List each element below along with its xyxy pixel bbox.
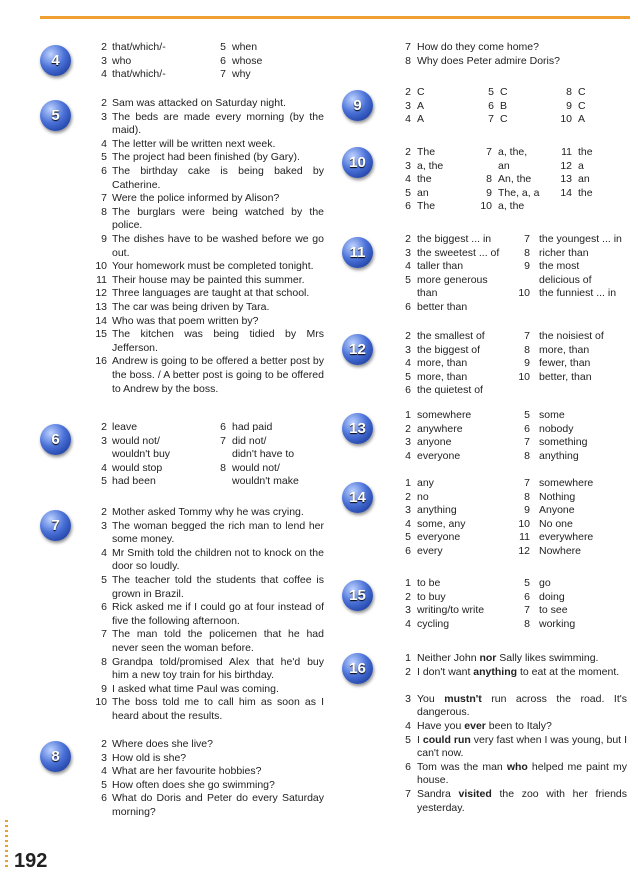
answer-part: been to Italy? xyxy=(485,720,552,732)
item-number: 5 xyxy=(405,370,411,383)
answer-text: Mr Smith told the children not to knock on the door so loudly. xyxy=(112,546,324,573)
item-number: 8 xyxy=(101,655,107,668)
item-number: 14 xyxy=(95,314,107,327)
item-number: 8 xyxy=(524,449,530,462)
answer-text: C xyxy=(500,113,508,126)
answer-part: Sally likes swimming. xyxy=(496,652,599,664)
item-number: 11 xyxy=(96,273,107,286)
item-number: 1 xyxy=(405,577,411,589)
answer-text: Grandpa told/promised Alex that he'd buy him a new toy train for his birthday. xyxy=(112,655,324,682)
answer-text: an xyxy=(498,159,510,172)
answer-keyword: anything xyxy=(473,665,518,678)
section-number: 11 xyxy=(349,244,366,261)
answer-text: the xyxy=(578,146,593,158)
answer-text: Three languages are taught at that school. xyxy=(112,287,310,300)
section-number-badge xyxy=(40,45,71,76)
item-number: 7 xyxy=(220,434,226,447)
item-number: 14 xyxy=(560,186,572,199)
item-number: 9 xyxy=(524,260,530,273)
answer-text: some xyxy=(539,409,565,421)
answer-keyword: ever xyxy=(464,720,486,732)
answer-part: the zoo with her friends yesterday. xyxy=(417,788,627,814)
item-number: 7 xyxy=(524,604,530,617)
answer-keyword: mustn't xyxy=(444,692,482,705)
answer-text: the biggest of xyxy=(417,343,481,356)
item-number: 9 xyxy=(524,357,530,370)
item-number: 1 xyxy=(405,652,411,664)
answer-text: doing xyxy=(539,590,565,603)
item-number: 3 xyxy=(101,434,107,447)
answer-text: Mother asked Tommy why he was crying. xyxy=(112,506,304,518)
answer-text: C xyxy=(417,86,425,98)
section-number: 6 xyxy=(51,431,60,448)
answer-text: did not/ xyxy=(232,434,267,447)
top-rule xyxy=(40,16,630,19)
answer-text: nobody xyxy=(539,422,574,435)
answer-text: Who was that poem written by? xyxy=(112,314,259,327)
answer-text: Anyone xyxy=(539,504,575,517)
item-number: 10 xyxy=(480,200,492,213)
answer-text xyxy=(417,652,627,666)
answer-text: The xyxy=(417,200,436,213)
item-number: 4 xyxy=(405,357,411,370)
item-number: 15 xyxy=(95,328,107,341)
item-number: 3 xyxy=(101,110,107,123)
section-number: 15 xyxy=(349,587,366,604)
item-number: 3 xyxy=(405,504,411,517)
answer-text: everyone xyxy=(417,449,461,462)
answer-text: Rick asked me if I could go at four instead of five the following afternoon. xyxy=(112,601,324,627)
answer-text: B xyxy=(500,99,508,112)
item-number: 3 xyxy=(101,751,107,764)
answer-text: the funniest ... in xyxy=(539,287,617,300)
item-number: 3 xyxy=(101,54,107,67)
item-number: 7 xyxy=(524,477,530,489)
item-number: 3 xyxy=(405,343,411,356)
answer-text: fewer, than xyxy=(539,357,591,370)
item-number: 6 xyxy=(405,760,411,773)
item-number: 7 xyxy=(405,788,411,800)
item-number: 1 xyxy=(405,409,411,421)
item-number: 3 xyxy=(405,99,411,112)
item-number: 3 xyxy=(405,159,411,172)
item-number: 10 xyxy=(560,113,572,126)
answer-text: The burglars were being watched by the police. xyxy=(112,205,324,232)
item-number: 2 xyxy=(405,590,411,603)
item-number: 8 xyxy=(405,54,411,67)
answer-text: an xyxy=(578,173,590,186)
item-number: 9 xyxy=(486,186,492,199)
item-number: 7 xyxy=(405,41,411,53)
item-number: 5 xyxy=(220,41,226,53)
item-number: 10 xyxy=(95,696,107,709)
item-number: 5 xyxy=(101,475,107,488)
answer-text: everyone xyxy=(417,531,461,544)
item-number: 6 xyxy=(405,545,411,557)
answer-text: No one xyxy=(539,517,573,530)
item-number: 2 xyxy=(101,97,107,109)
item-number: 5 xyxy=(405,733,411,746)
answer-text: A xyxy=(578,113,586,126)
item-number: 10 xyxy=(518,370,530,383)
answer-text: How old is she? xyxy=(112,751,187,764)
answer-text: How do they come home? xyxy=(417,41,539,53)
answer-text: a, the xyxy=(417,159,444,172)
answer-text: The letter will be written next week. xyxy=(112,137,276,150)
answer-part: to eat at the moment. xyxy=(517,665,620,678)
item-number: 9 xyxy=(101,682,107,695)
item-number: 8 xyxy=(524,490,530,503)
answer-text: every xyxy=(417,545,443,557)
item-number: 2 xyxy=(405,233,411,245)
answer-keyword: could run xyxy=(422,733,471,746)
section-number: 7 xyxy=(51,517,60,534)
answer-text: anything xyxy=(417,504,457,517)
answer-text: an xyxy=(417,186,429,199)
item-number: 11 xyxy=(519,531,530,544)
answer-text: more generous xyxy=(417,273,488,286)
answer-text: writing/to write xyxy=(417,604,485,617)
item-number: 7 xyxy=(524,233,530,245)
item-number: 5 xyxy=(101,778,107,791)
answer-text: The birthday cake is being baked by Catherine. xyxy=(112,165,324,191)
item-number: 12 xyxy=(95,287,107,300)
item-number: 7 xyxy=(524,330,530,342)
item-number: 4 xyxy=(101,461,107,474)
answer-text: leave xyxy=(112,421,138,433)
answer-part: Tom was the man xyxy=(417,760,507,773)
section-number-badge xyxy=(40,100,71,131)
answer-text: better than xyxy=(417,301,468,313)
answer-text: a xyxy=(578,159,584,172)
section-number-badge xyxy=(342,580,373,611)
item-number: 9 xyxy=(524,504,530,517)
answer-text: the sweetest ... of xyxy=(417,246,500,259)
item-number: 8 xyxy=(566,86,572,98)
answer-keyword: who xyxy=(506,760,528,773)
answer-text: to be xyxy=(417,577,441,589)
answer-text xyxy=(417,720,627,734)
answer-part: run across the road. It's dangerous. xyxy=(417,692,627,719)
answer-text: wouldn't buy xyxy=(112,448,171,461)
item-number: 4 xyxy=(405,173,411,186)
item-number: 8 xyxy=(220,461,226,474)
answer-text: whose xyxy=(232,54,263,67)
item-number: 4 xyxy=(405,617,411,630)
item-number: 2 xyxy=(405,665,411,678)
answer-text: The project had been finished (by Gary). xyxy=(112,151,300,164)
item-number: 3 xyxy=(405,246,411,259)
answer-keyword: nor xyxy=(479,652,497,664)
item-number: 5 xyxy=(405,186,411,199)
answer-text: Where does she live? xyxy=(112,738,213,750)
answer-text: Why does Peter admire Doris? xyxy=(417,54,560,67)
item-number: 4 xyxy=(405,260,411,273)
item-number: 3 xyxy=(101,519,107,532)
answer-text: A xyxy=(417,99,425,112)
answer-text: The, a, a xyxy=(498,186,540,199)
item-number: 8 xyxy=(101,205,107,218)
section-number-badge xyxy=(342,90,373,121)
item-number: 6 xyxy=(220,421,226,433)
section-number: 12 xyxy=(349,341,366,358)
answer-part: I xyxy=(417,733,423,746)
item-number: 7 xyxy=(486,146,492,158)
answer-text: everywhere xyxy=(539,531,594,544)
item-number: 4 xyxy=(405,720,411,732)
item-number: 4 xyxy=(405,113,411,126)
answer-text: Sam was attacked on Saturday night. xyxy=(112,97,286,109)
item-number: 2 xyxy=(405,86,411,98)
answer-text: who xyxy=(112,54,132,67)
item-number: 11 xyxy=(561,146,572,158)
answer-text: when xyxy=(232,41,258,53)
answer-text: didn't have to xyxy=(232,448,295,461)
answer-text: Nowhere xyxy=(539,545,582,557)
item-number: 6 xyxy=(101,601,107,614)
answer-text: Nothing xyxy=(539,490,576,503)
item-number: 10 xyxy=(518,287,530,300)
answer-text: The kitchen was being tidied by Mrs Jefferson. xyxy=(112,328,324,354)
page-edge-dots xyxy=(5,820,8,870)
answer-text: wouldn't make xyxy=(232,475,299,488)
item-number: 10 xyxy=(95,260,107,273)
item-number: 5 xyxy=(524,409,530,421)
item-number: 2 xyxy=(405,146,411,158)
answer-text: The dishes have to be washed before we go out. xyxy=(112,233,324,259)
item-number: 3 xyxy=(405,692,411,705)
answer-text: cycling xyxy=(417,617,450,630)
section-number: 4 xyxy=(51,52,60,69)
item-number: 4 xyxy=(101,765,107,778)
answer-text: An, the xyxy=(498,173,532,186)
answer-text xyxy=(417,666,627,680)
answer-text: What do Doris and Peter do every Saturday morning? xyxy=(112,792,324,818)
item-number: 9 xyxy=(566,99,572,112)
answer-text: C xyxy=(500,86,508,98)
answer-text: somewhere xyxy=(417,409,472,421)
answer-text: the smallest of xyxy=(417,330,485,342)
item-number: 7 xyxy=(524,436,530,449)
answer-text: had paid xyxy=(232,421,273,433)
item-number: 2 xyxy=(405,490,411,503)
item-number: 4 xyxy=(405,517,411,530)
item-number: 9 xyxy=(101,233,107,245)
item-number: 5 xyxy=(488,86,494,98)
item-number: 6 xyxy=(101,792,107,805)
answer-text: a, the, xyxy=(498,146,528,158)
item-number: 8 xyxy=(524,246,530,259)
answer-text: would stop xyxy=(112,461,163,474)
section-number: 13 xyxy=(349,420,366,437)
section-number: 9 xyxy=(353,97,362,114)
item-number: 4 xyxy=(101,68,107,81)
item-number: 6 xyxy=(405,384,411,397)
answer-text: anyone xyxy=(417,436,452,449)
answer-text: would not/ xyxy=(232,461,280,474)
item-number: 7 xyxy=(488,113,494,126)
answer-part: You xyxy=(417,692,445,705)
item-number: 12 xyxy=(518,545,530,557)
answer-text: the most xyxy=(539,260,580,273)
section-number: 8 xyxy=(51,748,60,765)
answer-text: more, than xyxy=(417,370,468,383)
section-number-badge xyxy=(342,147,373,178)
answer-text: the quietest of xyxy=(417,384,483,397)
answer-text: Their house may be painted this summer. xyxy=(112,273,305,286)
item-number: 5 xyxy=(524,577,530,589)
answer-text: some, any xyxy=(417,517,466,530)
item-number: 12 xyxy=(560,159,572,172)
answer-text: The beds are made every morning (by the maid). xyxy=(112,110,324,137)
item-number: 13 xyxy=(560,173,572,186)
item-number: 8 xyxy=(524,617,530,630)
item-number: 2 xyxy=(101,506,107,518)
answer-text: why xyxy=(232,68,251,81)
answer-text: the xyxy=(417,173,432,186)
answer-text: A xyxy=(417,113,425,126)
section-number-badge xyxy=(40,741,71,772)
item-number: 6 xyxy=(405,200,411,213)
answer-text: the noisiest of xyxy=(539,330,604,342)
answer-part: Neither John xyxy=(417,652,480,664)
answer-part: Have you xyxy=(417,720,465,732)
answer-text: The car was being driven by Tara. xyxy=(112,301,270,313)
answer-text: somewhere xyxy=(539,477,594,489)
answer-text: The woman begged the rich man to lend her some money. xyxy=(112,519,324,546)
item-number: 6 xyxy=(405,301,411,313)
answer-text: a, the xyxy=(498,200,525,213)
item-number: 8 xyxy=(524,343,530,356)
answer-text xyxy=(417,761,627,788)
answer-text: to buy xyxy=(417,590,446,603)
answer-text: better, than xyxy=(539,370,592,383)
item-number: 3 xyxy=(405,604,411,617)
item-number: 2 xyxy=(101,738,107,750)
item-number: 13 xyxy=(95,301,107,313)
answer-text: I asked what time Paul was coming. xyxy=(112,682,279,695)
item-number: 4 xyxy=(101,137,107,150)
answer-text: that/which/- xyxy=(112,41,166,53)
item-number: 2 xyxy=(101,421,107,433)
section-number-badge xyxy=(40,424,71,455)
answer-text: no xyxy=(417,490,429,503)
answer-text: C xyxy=(578,99,586,112)
answer-part: helped me paint my house. xyxy=(417,760,627,787)
section-number: 5 xyxy=(51,107,60,124)
answer-text: to see xyxy=(539,604,568,617)
answer-text xyxy=(417,788,627,815)
answer-text xyxy=(417,693,627,720)
answer-text: taller than xyxy=(417,260,464,273)
item-number: 5 xyxy=(101,151,107,164)
section-number-badge xyxy=(342,482,373,513)
answer-text: Were the police informed by Alison? xyxy=(112,192,280,205)
answer-keyword: visited xyxy=(458,788,492,800)
section-number: 14 xyxy=(349,489,366,506)
page-number: 192 xyxy=(14,850,48,872)
answer-text: The xyxy=(417,146,436,158)
answer-text: richer than xyxy=(539,246,589,259)
item-number: 1 xyxy=(405,477,411,489)
item-number: 6 xyxy=(488,99,494,112)
answer-part: very fast when I was young, but I can't now. xyxy=(417,733,627,760)
section-number: 10 xyxy=(349,154,366,171)
answer-text: the xyxy=(578,186,593,199)
answer-part: Sandra xyxy=(417,788,459,800)
answer-text: had been xyxy=(112,475,156,488)
answer-text: go xyxy=(539,577,551,589)
answer-text: the biggest ... in xyxy=(417,233,492,245)
item-number: 6 xyxy=(220,54,226,67)
item-number: 16 xyxy=(95,355,107,368)
answer-part: I don't want xyxy=(417,665,474,678)
answer-text: would not/ xyxy=(112,434,160,447)
item-number: 2 xyxy=(405,330,411,342)
answer-text: Your homework must be completed tonight. xyxy=(112,260,314,273)
answer-text: more, than xyxy=(539,343,590,356)
section-number-badge xyxy=(342,653,373,684)
item-number: 5 xyxy=(405,273,411,286)
answer-text: any xyxy=(417,477,434,489)
section-number-badge xyxy=(40,510,71,541)
item-number: 8 xyxy=(486,173,492,186)
item-number: 3 xyxy=(405,436,411,449)
answer-text: anything xyxy=(539,449,579,462)
item-number: 7 xyxy=(101,192,107,205)
answer-text: anywhere xyxy=(417,422,463,435)
answer-text: How often does she go swimming? xyxy=(112,778,275,791)
answer-text: Andrew is going to be offered a better post by the boss. / A better post is going to be offered to Andrew by the boss. xyxy=(112,355,324,395)
section-number-badge xyxy=(342,413,373,444)
item-number: 5 xyxy=(405,531,411,544)
answer-text: C xyxy=(578,86,586,98)
answer-text: What are her favourite hobbies? xyxy=(112,765,262,778)
item-number: 10 xyxy=(518,517,530,530)
answer-text: The boss told me to call him as soon as I heard about the results. xyxy=(112,696,324,722)
item-number: 2 xyxy=(405,422,411,435)
item-number: 5 xyxy=(101,574,107,586)
answer-text: that/which/- xyxy=(112,68,166,81)
item-number: 2 xyxy=(101,41,107,53)
answer-text: The man told the policemen that he had never seen the woman before. xyxy=(112,628,324,654)
answer-text: more, than xyxy=(417,357,468,370)
item-number: 4 xyxy=(101,546,107,559)
answer-text: The teacher told the students that coffee is grown in Brazil. xyxy=(112,574,324,600)
answer-text xyxy=(417,734,627,761)
answer-text: than xyxy=(417,287,438,300)
item-number: 6 xyxy=(524,590,530,603)
item-number: 6 xyxy=(524,422,530,435)
section-number-badge xyxy=(342,237,373,268)
item-number: 7 xyxy=(101,628,107,641)
item-number: 4 xyxy=(405,449,411,462)
item-number: 6 xyxy=(101,165,107,177)
answer-text: the youngest ... in xyxy=(539,233,622,245)
section-number: 16 xyxy=(349,660,366,677)
item-number: 7 xyxy=(220,68,226,81)
answer-text: delicious of xyxy=(539,273,592,286)
answer-text: working xyxy=(539,617,576,630)
section-number-badge xyxy=(342,334,373,365)
answer-text: something xyxy=(539,436,588,449)
